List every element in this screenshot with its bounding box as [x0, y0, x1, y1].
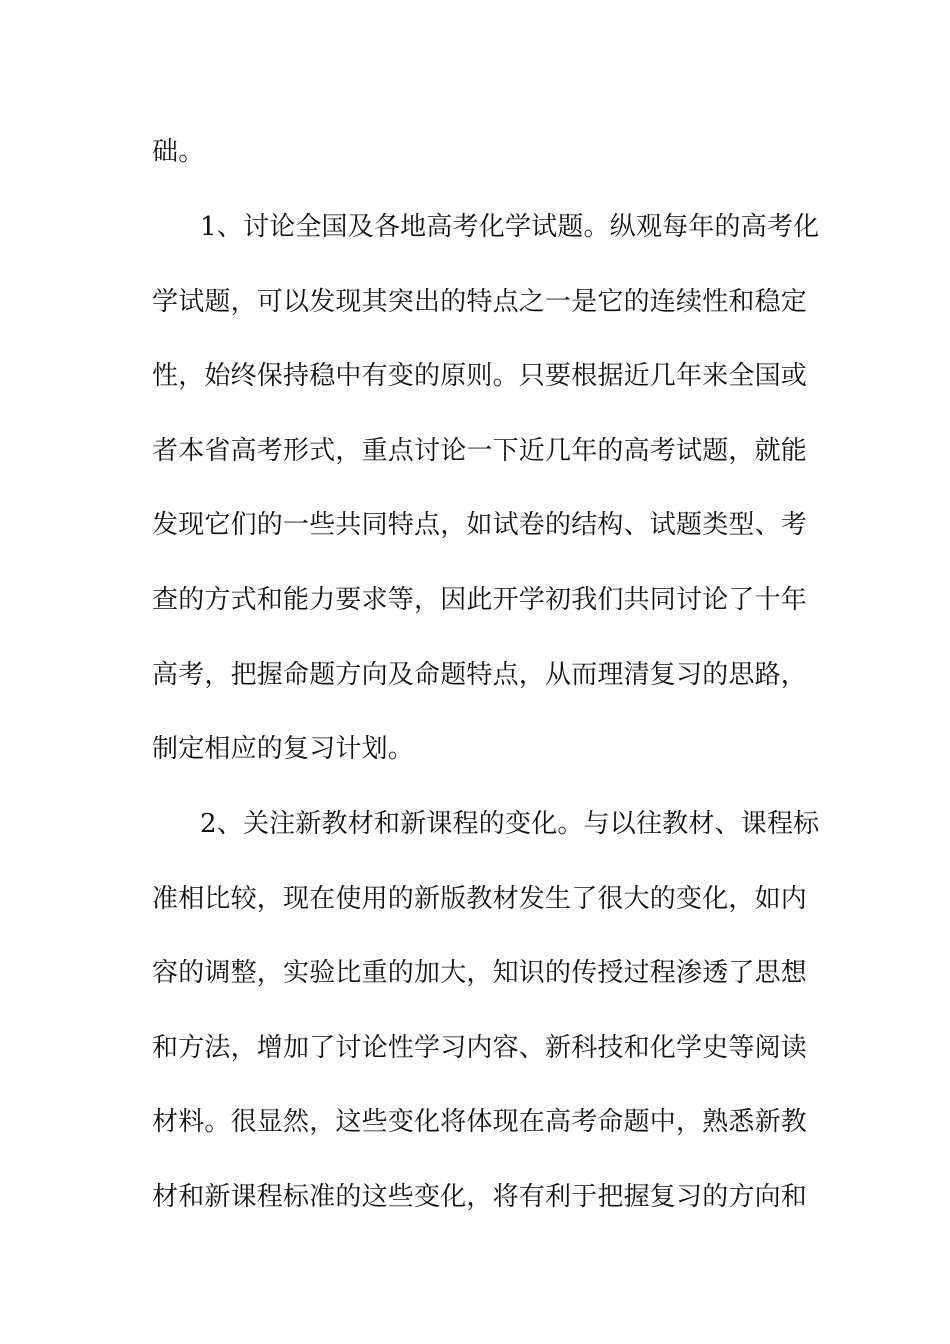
- text-line: 查的方式和能力要求等，因此开学初我们共同讨论了十年: [152, 585, 808, 615]
- text-line: 高考，把握命题方向及命题特点，从而理清复习的思路，: [152, 660, 808, 690]
- text-line: 准相比较，现在使用的新版教材发生了很大的变化，如内: [152, 884, 808, 914]
- text-line: 材和新课程标准的这些变化，将有利于把握复习的方向和: [152, 1182, 808, 1212]
- paragraph-1-start: 1、讨论全国及各地高考化学试题。纵观每年的高考化: [200, 212, 820, 242]
- text-line: 和方法，增加了讨论性学习内容、新科技和化学史等阅读: [152, 1033, 808, 1063]
- text-line: 础。: [152, 137, 205, 167]
- text-line: 性，始终保持稳中有变的原则。只要根据近几年来全国或: [152, 361, 808, 391]
- paragraph-2-start: 2、关注新教材和新课程的变化。与以往教材、课程标: [200, 809, 820, 839]
- text-line: 学试题，可以发现其突出的特点之一是它的连续性和稳定: [152, 287, 808, 317]
- text-line: 制定相应的复习计划。: [152, 734, 415, 764]
- text-line: 材料。很显然，这些变化将体现在高考命题中，熟悉新教: [152, 1107, 808, 1137]
- text-line: 发现它们的一些共同特点，如试卷的结构、试题类型、考: [152, 510, 808, 540]
- text-line: 容的调整，实验比重的加大，知识的传授过程渗透了思想: [152, 958, 808, 988]
- text-line: 者本省高考形式，重点讨论一下近几年的高考试题，就能: [152, 436, 808, 466]
